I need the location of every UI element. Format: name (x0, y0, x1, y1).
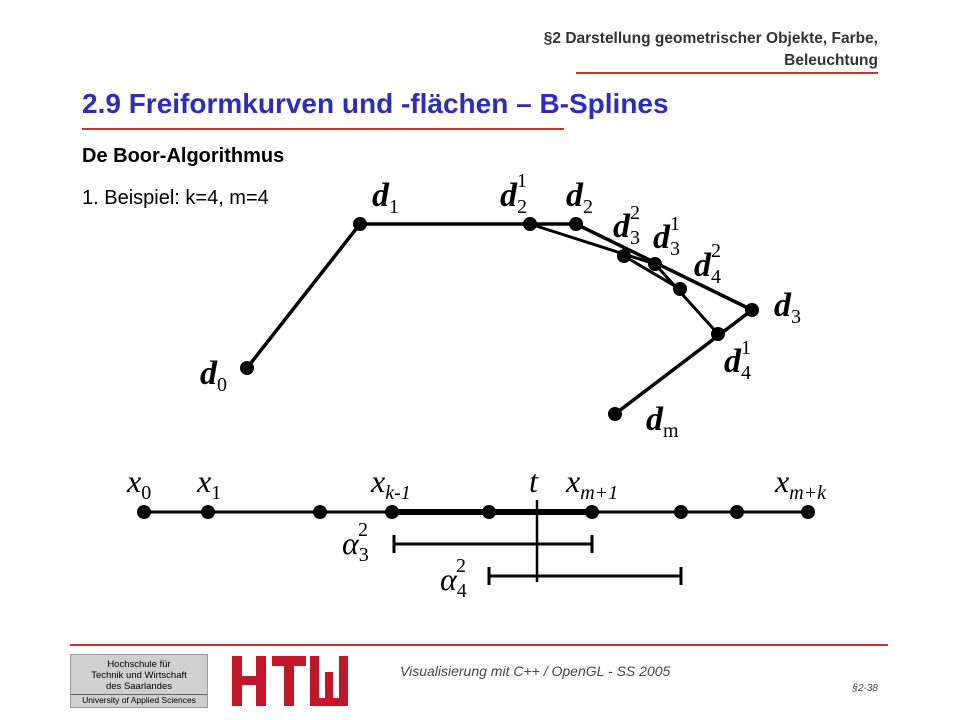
label-d4-2-sup: 2 (711, 240, 721, 262)
knot-x0 (137, 505, 151, 519)
knot (482, 505, 496, 519)
point-d0 (240, 361, 254, 375)
knot-xk-1 (385, 505, 399, 519)
label-d2-1-sup: 1 (517, 170, 527, 192)
example-caption: 1. Beispiel: k=4, m=4 (82, 187, 269, 209)
knot (674, 505, 688, 519)
chapter-line-2: Beleuchtung (784, 52, 878, 69)
section-heading: De Boor-Algorithmus (82, 145, 285, 167)
knot-xm+k (801, 505, 815, 519)
chapter-line-1: §2 Darstellung geometrischer Objekte, Farbe, (543, 30, 878, 47)
point-d4-1 (711, 327, 725, 341)
point-d3-2 (617, 249, 631, 263)
course-footer: Visualisierung mit C++ / OpenGL - SS 2005 (400, 663, 671, 679)
label-d3-2-sup: 2 (630, 202, 640, 224)
label-d0: $d_0$ (200, 355, 227, 396)
point-d3-1 (648, 257, 662, 271)
label-d1: $d_1$ (372, 177, 399, 218)
logo-line-2: Technik und Wirtschaft (91, 670, 187, 681)
label-xk-1: $x_{k-1}$ (371, 463, 411, 504)
logo-line-3: des Saarlandes (105, 681, 173, 692)
label-d4-2: $d_4$ (694, 247, 721, 288)
point-dm (608, 407, 622, 421)
label-x0: $x_0$ (127, 463, 152, 504)
label-d3-1-sup: 1 (670, 213, 680, 235)
footer-rule (70, 644, 888, 646)
label-alpha3-sup: 2 (358, 519, 368, 541)
label-d4-1: $d_4$ (724, 343, 751, 384)
label-alpha3: $\alpha_3$ (342, 525, 369, 566)
label-x1: $x_1$ (197, 463, 222, 504)
point-d4-2 (673, 282, 687, 296)
knot-x1 (201, 505, 215, 519)
htw-logo (228, 654, 352, 708)
label-d2-1: $d_2$ (500, 177, 527, 218)
slide-title: 2.9 Freiformkurven und -flächen – B-Splines (82, 88, 669, 119)
logo-line-1: Hochschule für (107, 659, 171, 670)
label-t: t (529, 463, 538, 499)
label-alpha4-sup: 2 (456, 555, 466, 577)
label-d2: $d_2$ (566, 177, 593, 218)
point-d2 (569, 217, 583, 231)
point-d3 (745, 303, 759, 317)
label-d3-1: $d_3$ (653, 219, 680, 260)
label-xm+1: $x_{m+1}$ (566, 463, 619, 504)
label-d3: $d_3$ (774, 287, 801, 328)
logo-line-4: University of Applied Sciences (71, 694, 207, 706)
knot-xm+1 (585, 505, 599, 519)
point-d2-1 (523, 217, 537, 231)
university-logo (70, 654, 208, 708)
knot (730, 505, 744, 519)
label-d3-2: $d_3$ (613, 208, 640, 249)
page-number: §2-38 (852, 683, 878, 694)
label-dm: $d_m$ (646, 401, 679, 442)
label-xm+k: $x_{m+k}$ (775, 463, 827, 504)
point-d1 (353, 217, 367, 231)
label-alpha4: $\alpha_4$ (440, 561, 467, 602)
knot (313, 505, 327, 519)
label-d4-1-sup: 1 (741, 337, 751, 359)
